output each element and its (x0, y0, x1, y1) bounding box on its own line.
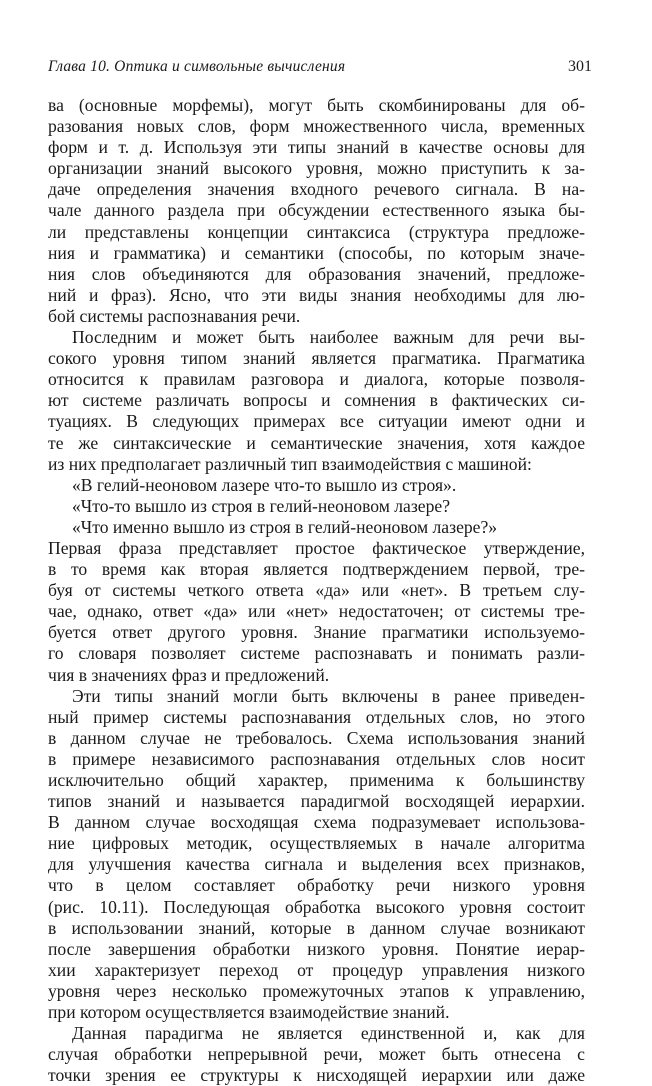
text-line: те же синтаксические и семантические значения, хотя каждое (48, 432, 585, 453)
page-number: 301 (568, 58, 592, 75)
text-line: Последним и может быть наиболее важным для речи вы- (72, 327, 585, 348)
paragraph (48, 686, 585, 1024)
text-line: чае, однако, ответ «да» или «нет» недостаточен; от системы тре- (48, 601, 585, 622)
text-line: что в целом составляет обработку речи низкого уровня (48, 875, 585, 896)
text-line: при котором осуществляется взаимодействие знаний. (48, 1002, 450, 1023)
text-line: типов знаний и называется парадигмой восходящей иерархии. (48, 791, 585, 812)
text-line: ний и фраз). Ясно, что эти виды знания необходимы для лю- (48, 284, 585, 305)
text-line: разования новых слов, форм множественного числа, временных (48, 116, 585, 137)
paragraph (48, 475, 585, 496)
text-line: организации знаний высокого уровня, можно приступить к за- (48, 158, 585, 179)
text-line: после завершения обработки низкого уровня. Понятие иерар- (48, 938, 585, 959)
text-line: ли представлены концепции синтаксиса (структура предложе- (48, 221, 585, 242)
text-line: Данная парадигма не является единственной и, как для (72, 1023, 585, 1044)
paragraph (48, 517, 585, 538)
text-line: даче определения значения входного речевого сигнала. В на- (48, 179, 585, 200)
text-line: ют системе различать вопросы и сомнения в фактических си- (48, 390, 585, 411)
text-line: Первая фраза представляет простое фактическое утверждение, (48, 537, 585, 558)
text-line: ный пример системы распознавания отдельных слов, но этого (48, 706, 585, 727)
text-line: из них предполагает различный тип взаимодействия с машиной: (48, 453, 532, 474)
text-line: в примере независимого распознавания отдельных слов носит (48, 748, 585, 769)
text-line: чия в значениях фраз и предложений. (48, 664, 330, 685)
text-line: ва (основные морфемы), могут быть скомбинированы для об- (48, 95, 585, 115)
text-line: ния и грамматика) и семантики (способы, по которым значе- (48, 242, 585, 263)
text-line: случая обработки непрерывной речи, может быть отнесена с (48, 1044, 585, 1065)
paragraph (48, 327, 585, 475)
text-line: ние цифровых методик, осуществляемых в начале алгоритма (48, 833, 585, 854)
text-line: В данном случае восходящая схема подразумевает использова- (48, 812, 585, 833)
text-line: чале данного раздела при обсуждении естественного языка бы- (48, 200, 585, 221)
text-line: относится к правилам разговора и диалога, которые позволя- (48, 369, 585, 390)
text-line: буется ответ другого уровня. Знание прагматики используемо- (48, 622, 585, 643)
text-line: хии характеризует переход от процедур управления низкого (48, 959, 585, 980)
text-line: го словаря позволяет системе распознавать и понимать разли- (48, 643, 585, 664)
text-line: сокого уровня типом знаний является прагматика. Прагматика (48, 348, 585, 369)
text-line: буя от системы четкого ответа «да» или «нет». В третьем слу- (48, 580, 585, 601)
text-line: уровня через несколько промежуточных этапов к управлению, (48, 980, 585, 1001)
body-text (48, 95, 585, 1086)
text-line: ния слов объединяются для образования значений, предложе- (48, 263, 585, 284)
text-line: «Что-то вышло из строя в гелий-неоновом лазере? (72, 495, 451, 516)
text-line: (рис. 10.11). Последующая обработка высокого уровня состоит (48, 896, 585, 917)
text-line: исключительно общий характер, применима к большинству (48, 770, 585, 790)
text-line: туациях. В следующих примерах все ситуации имеют одни и (48, 411, 585, 432)
text-line: «В гелий-неоновом лазере что-то вышло из строя». (72, 474, 457, 495)
text-line: для улучшения качества сигнала и выделения всех признаков, (48, 854, 585, 875)
paragraph (48, 538, 585, 686)
text-line: бой системы распознавания речи. (48, 305, 301, 326)
text-line: в данном случае не требовалось. Схема использования знаний (48, 727, 585, 748)
running-head: Глава 10. Оптика и символьные вычисления (48, 58, 346, 75)
text-line: точки зрения ее структуры к нисходящей иерархии или даже (48, 1065, 585, 1086)
text-line: в то время как вторая является подтверждением первой, тре- (48, 559, 585, 580)
text-line: в использовании знаний, которые в данном случае возникают (48, 917, 585, 938)
text-line: Эти типы знаний могли быть включены в ранее приведен- (72, 685, 585, 706)
paragraph (48, 496, 585, 517)
text-line: «Что именно вышло из строя в гелий-неоновом лазере?» (72, 516, 498, 537)
paragraph (48, 95, 585, 327)
text-line: форм и т. д. Используя эти типы знаний в качестве основы для (48, 137, 585, 158)
paragraph (48, 1023, 585, 1086)
page-header (48, 58, 592, 84)
